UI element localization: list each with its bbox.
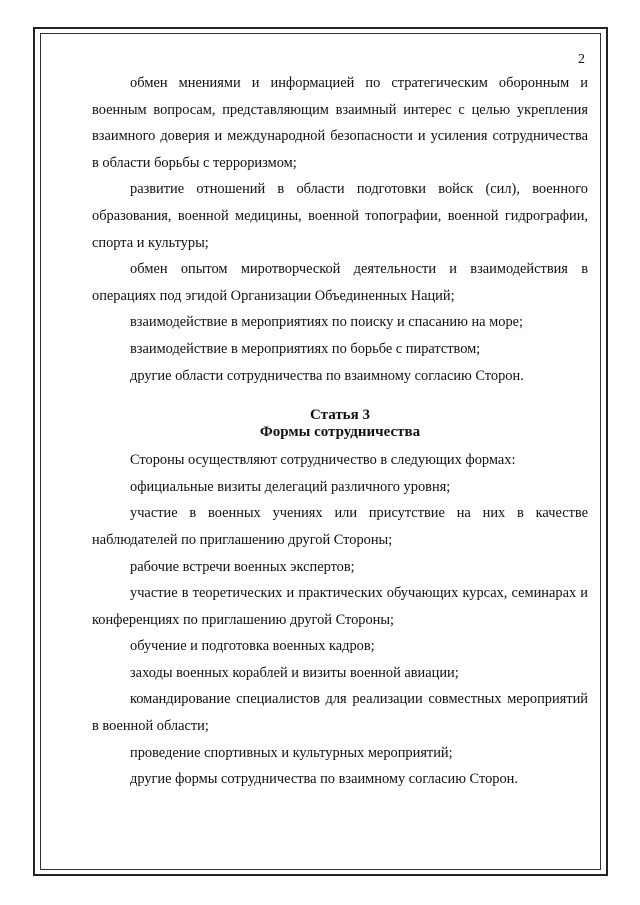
paragraph: участие в военных учениях или присутствие на них в качестве наблюдателей по приглашению другой Стороны;: [92, 505, 588, 548]
paragraph: другие области сотрудничества по взаимному согласию Сторон.: [130, 367, 524, 384]
paragraph: заходы военных кораблей и визиты военной авиации;: [130, 664, 459, 681]
paragraph: участие в теоретических и практических обучающих курсах, семинарах и конференциях по приглашению другой Стороны;: [92, 585, 588, 628]
paragraph: проведение спортивных и культурных мероприятий;: [130, 744, 453, 761]
paragraph: Стороны осуществляют сотрудничество в следующих формах:: [130, 452, 516, 469]
paragraph: рабочие встречи военных экспертов;: [130, 558, 355, 575]
paragraph: командирование специалистов для реализации совместных мероприятий в военной области;: [92, 691, 588, 735]
paragraph: взаимодействие в мероприятиях по поиску и спасанию на море;: [130, 314, 524, 331]
paragraph: официальные визиты делегаций различного уровня;: [130, 478, 451, 495]
document-body: [92, 70, 588, 793]
article-title: Формы сотрудничества: [259, 424, 421, 441]
paragraph: взаимодействие в мероприятиях по борьбе с пиратством;: [130, 340, 481, 357]
paragraph: обмен опытом миротворческой деятельности и взаимодействия в операциях под эгидой Организации Объединенных Наций;: [92, 261, 588, 304]
paragraph: обмен мнениями и информацией по стратегическим оборонным и военным вопросам, представляющим взаимный интерес с целью укрепления взаимного доверия и международной безопасности и усиления сотрудничества в области борьбы с терроризмом;: [92, 75, 588, 171]
paragraph: обучение и подготовка военных кадров;: [130, 638, 375, 655]
paragraph: развитие отношений в области подготовки войск (сил), военного образования, военной медицины, военной топографии, военной гидрографии, спорта и культуры;: [92, 181, 588, 251]
article-number: Статья 3: [310, 407, 370, 424]
paragraph: другие формы сотрудничества по взаимному согласию Сторон.: [130, 771, 518, 788]
page-number: 2: [578, 52, 585, 67]
